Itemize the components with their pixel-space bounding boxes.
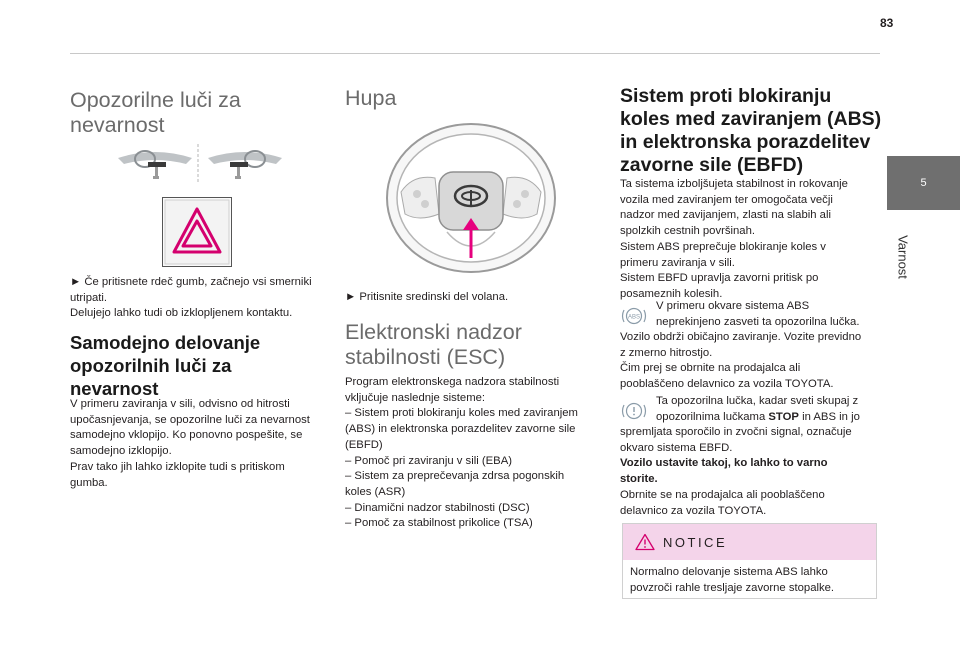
hazard-button-icon <box>162 197 232 267</box>
text-span: in ABS in jo <box>798 410 860 423</box>
heading-hazard-lights <box>70 88 241 138</box>
chapter-tab-number: 5 <box>920 177 927 189</box>
heading-line: zavorne sile (EBFD) <box>620 154 804 176</box>
text-line: Prav tako jih lahko izklopite tudi s pritiskom <box>70 460 285 473</box>
text-line: Čim prej se obrnite na prodajalca ali <box>620 362 801 375</box>
abs-icon-text: ABS <box>627 314 641 321</box>
text-line: Obrnite se na prodajalca ali pooblaščeno <box>620 488 825 501</box>
text-line: z zmerno hitrostjo. <box>620 346 713 359</box>
text-line: Sistem ABS preprečuje blokiranje koles v <box>620 240 826 253</box>
text-line: koles (ASR) <box>345 485 406 498</box>
console-left <box>118 151 192 179</box>
stop-vehicle-warning: Vozilo ustavite takoj, ko lahko to varno <box>620 457 828 470</box>
text-line <box>656 410 876 426</box>
heading-line: Sistem proti blokiranju <box>620 85 832 107</box>
abs-intro <box>620 177 890 303</box>
text-line: V primeru zaviranja v sili, odvisno od hitrosti <box>70 398 290 410</box>
text-line: samodejno vklopijo. Ko ponovno pospešite, se <box>70 429 303 442</box>
text-line: delavnico za vozila TOYOTA. <box>620 504 767 517</box>
text-line: Sistem EBFD upravlja zavorni pritisk po <box>620 272 819 285</box>
warning-triangle-icon <box>635 533 655 551</box>
page-number: 83 <box>880 16 894 30</box>
notice-title: NOTICE <box>663 535 728 550</box>
list-item: – Sistem proti blokiranju koles med zaviranjem <box>345 407 578 420</box>
abs-lamp-text <box>620 330 890 393</box>
text-line: vozila med zaviranjem ter omogočata večji <box>620 193 833 206</box>
text-line: spremljata sporočilo in zvočni signal, označuje <box>620 426 852 438</box>
chapter-side-title <box>888 222 918 292</box>
list-item: – Pomoč za stabilnost prikolice (TSA) <box>345 517 533 530</box>
text-line: gumba. <box>70 476 108 489</box>
text-line: pooblaščeno delavnico za vozila TOYOTA. <box>620 378 834 391</box>
notice-body <box>623 560 876 600</box>
text-line: spolzkih cestnih površinah. <box>620 225 756 238</box>
heading-esc <box>345 320 522 370</box>
text-span: opozorilnima lučkama <box>656 410 769 423</box>
text-line: Delujejo lahko tudi ob izklopljenem kontaktu. <box>70 307 293 320</box>
text-line: utripati. <box>70 291 108 304</box>
text-line: Ta sistema izboljšujeta stabilnost in rokovanje <box>620 178 848 190</box>
text-line: okvaro sistema EBFD. <box>620 441 733 454</box>
horn-instruction: ► Pritisnite sredinski del volana. <box>345 291 509 303</box>
heading-line: koles med zaviranjem (ABS) <box>620 108 882 130</box>
text-line: Vozilo obdrži običajno zaviranje. Vozite previdno <box>620 331 862 343</box>
text-line: nadzor med zavijanjem, zlasti na slabih ali <box>620 209 831 222</box>
heading-line: Opozorilne luči za <box>70 88 241 112</box>
heading-line: Samodejno delovanje <box>70 332 261 353</box>
notice-box <box>622 523 877 599</box>
text-line: (ABS) in elektronska porazdelitev zavorne sile <box>345 423 576 436</box>
text-line: samodejno izklopijo. <box>70 445 172 458</box>
notice-header <box>623 524 876 560</box>
overhead-console-illustration <box>110 140 285 186</box>
abs-lamp-text-indented <box>656 299 876 330</box>
brake-lamp-text-indented <box>656 394 876 425</box>
text-line: neprekinjeno zasveti ta opozorilna lučka. <box>656 315 860 328</box>
chapter-title-label: Varnost <box>895 235 911 279</box>
abs-warning-icon <box>620 306 648 326</box>
hazard-instruction <box>70 275 340 322</box>
console-right <box>208 151 282 179</box>
heading-auto-hazard <box>70 331 260 400</box>
brake-warning-icon <box>620 401 648 421</box>
heading-horn: Hupa <box>345 86 397 110</box>
header-rule <box>70 53 880 54</box>
text-line: Program elektronskega nadzora stabilnosti <box>345 376 560 388</box>
text-line: Normalno delovanje sistema ABS lahko <box>630 566 828 578</box>
heading-line: stabilnosti (ESC) <box>345 345 506 369</box>
heading-line: nevarnost <box>70 113 165 137</box>
brake-lamp-text <box>620 425 890 519</box>
auto-hazard-body <box>70 397 340 491</box>
esc-body <box>345 375 615 532</box>
heading-line: opozorilnih luči za <box>70 355 232 376</box>
steering-wheel-illustration <box>383 120 559 280</box>
text-line: (EBFD) <box>345 438 383 451</box>
list-item: – Dinamični nadzor stabilnosti (DSC) <box>345 501 530 514</box>
list-item: – Sistem za preprečevanja zdrsa pogonskih <box>345 470 565 483</box>
stop-vehicle-warning: storite. <box>620 473 658 486</box>
stop-lamp-label: STOP <box>768 410 799 423</box>
text-line: V primeru okvare sistema ABS <box>656 300 810 312</box>
text-line: Ta opozorilna lučka, kadar sveti skupaj z <box>656 395 859 407</box>
heading-line: in elektronska porazdelitev <box>620 131 871 153</box>
text-line: upočasnjevanja, se opozorilne luči za nevarnost <box>70 413 310 426</box>
text-line: primeru zaviranja v sili. <box>620 256 735 269</box>
heading-line: Elektronski nadzor <box>345 320 522 344</box>
chapter-tab[interactable] <box>887 156 960 210</box>
text-line: ► Če pritisnete rdeč gumb, začnejo vsi smerniki <box>70 276 312 288</box>
list-item: – Pomoč pri zaviranju v sili (EBA) <box>345 454 512 467</box>
heading-abs-ebfd <box>620 85 881 177</box>
text-line: posameznih kolesih. <box>620 287 723 300</box>
heading-line: nevarnost <box>70 378 159 399</box>
text-line: vključuje naslednje sisteme: <box>345 391 486 404</box>
text-line: povzroči rahle tresljaje zavorne stopalke. <box>630 582 835 594</box>
